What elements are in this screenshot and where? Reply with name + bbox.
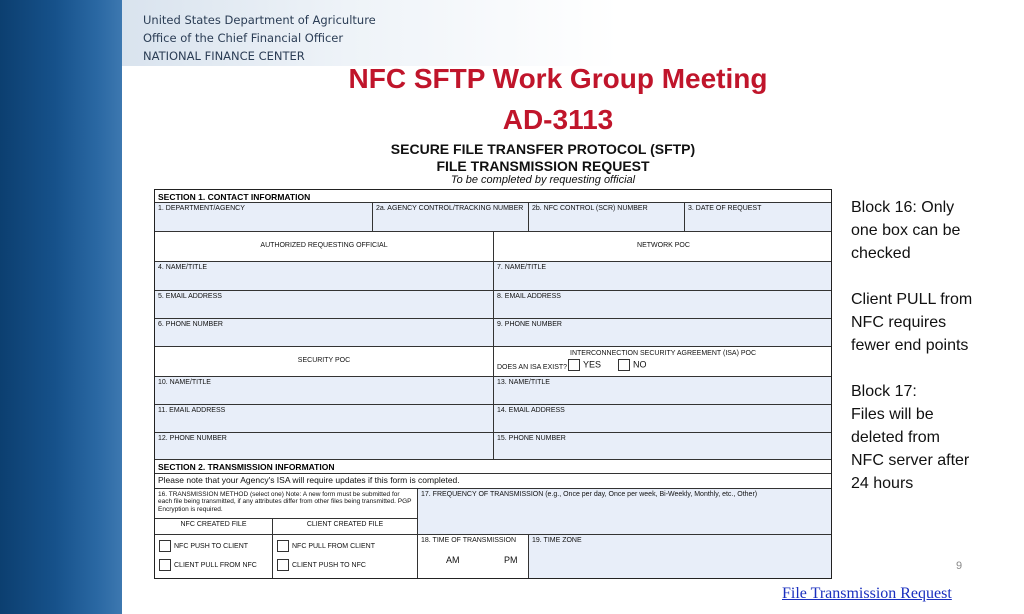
client-options-cell [273,535,418,579]
form-subheading: To be completed by requesting official [450,174,636,186]
section1-header: SECTION 1. CONTACT INFORMATION [155,190,832,203]
isa-question: DOES AN ISA EXIST? [497,364,568,371]
field-frequency: 17. FREQUENCY OF TRANSMISSION (e.g., Once per day, Once per week, Bi-Weekly, Monthly, etc., Other) [418,489,832,535]
client-created-file-header: CLIENT CREATED FILE [273,519,418,535]
client-pull-label: CLIENT PULL FROM NFC [174,561,257,569]
note-pull-line3: fewer end points [851,337,969,354]
field-transmission-method: 16. TRANSMISSION METHOD (select one) Note: A new form must be submitted for each file being transmitted, if any attributes differ from other files being transmitted. PGP Encryption is required. [155,489,418,519]
client-push-label: CLIENT PUSH TO NFC [292,561,366,569]
file-transmission-request-link[interactable]: File Transmission Request [782,585,952,602]
no-label: NO [633,359,647,370]
note-block16-line2: one box can be [851,222,961,239]
sftp-request-form-image [154,189,832,579]
form-heading-sftp: SECURE FILE TRANSFER PROTOCOL (SFTP) [390,141,696,157]
option-client-pull [159,559,257,571]
isa-poc-cell [494,347,832,377]
am-label: AM [446,555,460,565]
client-pull-checkbox [159,559,171,571]
client-push-checkbox [277,559,289,571]
note-block17-line4: NFC server after [851,452,970,469]
field-phone-12: 12. PHONE NUMBER [155,433,494,460]
field-date-of-request: 3. DATE OF REQUEST [685,203,832,232]
nfc-push-label: NFC PUSH TO CLIENT [174,542,249,550]
note-block17-line5: 24 hours [851,475,914,492]
field-name-title-4: 4. NAME/TITLE [155,262,494,291]
slide-title: NFC SFTP Work Group Meeting [348,63,768,94]
field-department-agency: 1. DEPARTMENT/AGENCY [155,203,373,232]
yes-checkbox [568,359,580,371]
time-label: 18. TIME OF TRANSMISSION [421,537,517,544]
note-block17-line2: Files will be [851,406,934,423]
nfc-pull-checkbox [277,540,289,552]
org-line-ocfo: Office of the Chief Financial Officer [143,31,344,45]
network-poc-header: NETWORK POC [494,232,832,262]
field-agency-control-number: 2a. AGENCY CONTROL/TRACKING NUMBER [373,203,529,232]
field-time-of-transmission [418,535,529,579]
org-line-nfc: NATIONAL FINANCE CENTER [143,49,305,63]
field-time-zone: 19. TIME ZONE [529,535,832,579]
nfc-pull-label: NFC PULL FROM CLIENT [292,542,375,550]
note-pull-line2: NFC requires [851,314,947,331]
blue-sidebar-decoration [0,0,122,614]
note-pull-line1: Client PULL from [851,291,973,308]
field-email-8: 8. EMAIL ADDRESS [494,291,832,319]
note-block17-line3: deleted from [851,429,940,446]
security-poc-header: SECURITY POC [155,347,494,377]
field-phone-6: 6. PHONE NUMBER [155,319,494,347]
option-client-push [277,559,366,571]
field-email-14: 14. EMAIL ADDRESS [494,405,832,433]
form-heading-request: FILE TRANSMISSION REQUEST [436,158,650,174]
section2-header: SECTION 2. TRANSMISSION INFORMATION [155,460,832,474]
authorized-official-header: AUTHORIZED REQUESTING OFFICIAL [155,232,494,262]
option-nfc-push [159,540,248,552]
isa-poc-title: INTERCONNECTION SECURITY AGREEMENT (ISA) POC [570,350,757,357]
field-phone-9: 9. PHONE NUMBER [494,319,832,347]
field-name-title-7: 7. NAME/TITLE [494,262,832,291]
org-line-usda: United States Department of Agriculture [143,13,376,27]
nfc-options-cell [155,535,273,579]
note-block17-line1: Block 17: [851,383,917,400]
note-block16-line3: checked [851,245,911,262]
field-nfc-scr-number: 2b. NFC CONTROL (SCR) NUMBER [529,203,685,232]
nfc-created-file-header: NFC CREATED FILE [155,519,273,535]
field-phone-15: 15. PHONE NUMBER [494,433,832,460]
slide-subtitle: AD-3113 [502,104,614,135]
nfc-push-checkbox [159,540,171,552]
isa-update-note: Please note that your Agency's ISA will require updates if this form is completed. [155,474,832,489]
field-name-title-10: 10. NAME/TITLE [155,377,494,405]
isa-yes-option [568,359,601,371]
isa-no-option [618,359,647,371]
field-email-5: 5. EMAIL ADDRESS [155,291,494,319]
yes-label: YES [583,359,602,370]
option-nfc-pull [277,540,375,552]
no-checkbox [618,359,630,371]
field-email-11: 11. EMAIL ADDRESS [155,405,494,433]
field-name-title-13: 13. NAME/TITLE [494,377,832,405]
note-block16-line1: Block 16: Only [851,199,955,216]
page-number: 9 [956,560,963,572]
pm-label: PM [504,555,518,565]
